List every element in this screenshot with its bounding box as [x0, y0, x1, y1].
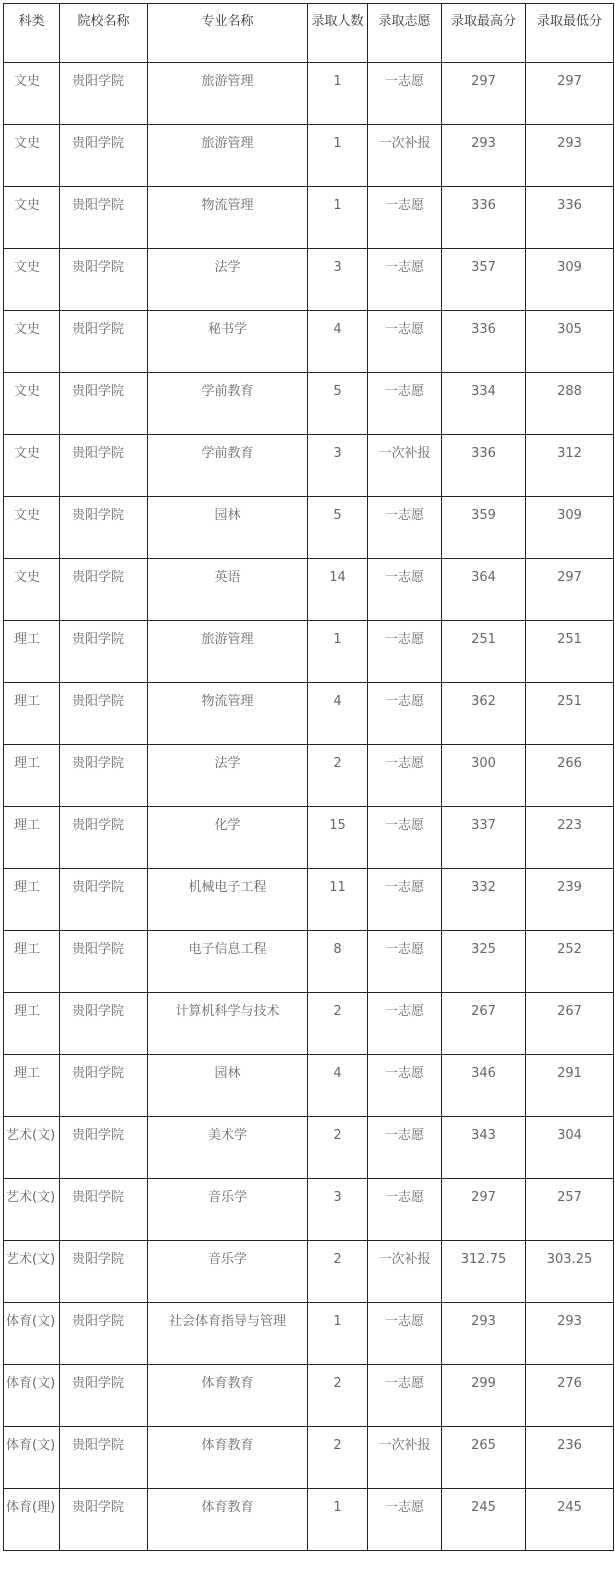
cell-school: 贵阳学院: [60, 931, 148, 993]
cell-max-score: 332: [442, 869, 526, 931]
cell-count: 1: [308, 187, 368, 249]
cell-major: 旅游管理: [148, 63, 308, 125]
cell-school: 贵阳学院: [60, 559, 148, 621]
cell-choice: 一志愿: [368, 745, 442, 807]
cell-major: 旅游管理: [148, 621, 308, 683]
table-row: [4, 807, 614, 869]
cell-choice: 一志愿: [368, 807, 442, 869]
cell-max-score: 336: [442, 187, 526, 249]
cell-max-score: 312.75: [442, 1241, 526, 1303]
header-min-score: 录取最低分: [526, 4, 614, 63]
cell-major: 园林: [148, 497, 308, 559]
cell-count: 4: [308, 683, 368, 745]
cell-choice: 一志愿: [368, 1179, 442, 1241]
header-count: 录取人数: [308, 4, 368, 63]
table-row: [4, 1303, 614, 1365]
cell-max-score: 293: [442, 125, 526, 187]
cell-school: 贵阳学院: [60, 1489, 148, 1551]
table-row: [4, 187, 614, 249]
cell-major: 英语: [148, 559, 308, 621]
cell-count: 2: [308, 1365, 368, 1427]
cell-choice: 一志愿: [368, 1303, 442, 1365]
cell-major: 美术学: [148, 1117, 308, 1179]
cell-count: 4: [308, 311, 368, 373]
cell-school: 贵阳学院: [60, 497, 148, 559]
cell-choice: 一志愿: [368, 249, 442, 311]
cell-max-score: 346: [442, 1055, 526, 1117]
cell-max-score: 297: [442, 1179, 526, 1241]
cell-subject: 理工: [4, 683, 60, 745]
table-row: [4, 869, 614, 931]
cell-school: 贵阳学院: [60, 373, 148, 435]
cell-count: 1: [308, 1489, 368, 1551]
cell-subject: 文史: [4, 435, 60, 497]
cell-subject: 文史: [4, 249, 60, 311]
cell-school: 贵阳学院: [60, 311, 148, 373]
cell-major: 秘书学: [148, 311, 308, 373]
cell-subject: 理工: [4, 931, 60, 993]
table-row: [4, 497, 614, 559]
header-choice: 录取志愿: [368, 4, 442, 63]
cell-min-score: 293: [526, 1303, 614, 1365]
cell-subject: 理工: [4, 869, 60, 931]
cell-count: 3: [308, 1179, 368, 1241]
table-row: [4, 745, 614, 807]
cell-choice: 一志愿: [368, 187, 442, 249]
cell-count: 3: [308, 249, 368, 311]
table-row: [4, 621, 614, 683]
cell-subject: 理工: [4, 621, 60, 683]
cell-min-score: 309: [526, 249, 614, 311]
cell-choice: 一志愿: [368, 497, 442, 559]
table-row: [4, 435, 614, 497]
admission-table: [3, 3, 614, 1551]
cell-choice: 一志愿: [368, 1489, 442, 1551]
table-row: [4, 1179, 614, 1241]
cell-school: 贵阳学院: [60, 1365, 148, 1427]
cell-min-score: 304: [526, 1117, 614, 1179]
cell-count: 11: [308, 869, 368, 931]
cell-count: 3: [308, 435, 368, 497]
cell-choice: 一志愿: [368, 683, 442, 745]
cell-count: 5: [308, 497, 368, 559]
cell-choice: 一志愿: [368, 63, 442, 125]
cell-min-score: 309: [526, 497, 614, 559]
cell-choice: 一次补报: [368, 1241, 442, 1303]
header-row: [4, 4, 614, 63]
cell-min-score: 236: [526, 1427, 614, 1489]
cell-school: 贵阳学院: [60, 807, 148, 869]
cell-choice: 一志愿: [368, 373, 442, 435]
cell-major: 园林: [148, 1055, 308, 1117]
cell-subject: 文史: [4, 559, 60, 621]
cell-count: 4: [308, 1055, 368, 1117]
cell-major: 计算机科学与技术: [148, 993, 308, 1055]
cell-major: 旅游管理: [148, 125, 308, 187]
cell-subject: 文史: [4, 63, 60, 125]
cell-subject: 文史: [4, 311, 60, 373]
cell-major: 音乐学: [148, 1179, 308, 1241]
cell-min-score: 312: [526, 435, 614, 497]
cell-choice: 一次补报: [368, 435, 442, 497]
table-row: [4, 1365, 614, 1427]
cell-major: 法学: [148, 745, 308, 807]
cell-max-score: 325: [442, 931, 526, 993]
cell-count: 1: [308, 621, 368, 683]
table-row: [4, 683, 614, 745]
cell-max-score: 364: [442, 559, 526, 621]
cell-min-score: 288: [526, 373, 614, 435]
cell-subject: 文史: [4, 497, 60, 559]
cell-school: 贵阳学院: [60, 1427, 148, 1489]
cell-subject: 体育(文): [4, 1365, 60, 1427]
cell-choice: 一志愿: [368, 1365, 442, 1427]
cell-major: 体育教育: [148, 1489, 308, 1551]
table-row: [4, 311, 614, 373]
cell-max-score: 357: [442, 249, 526, 311]
cell-choice: 一志愿: [368, 621, 442, 683]
cell-min-score: 291: [526, 1055, 614, 1117]
cell-major: 学前教育: [148, 435, 308, 497]
cell-min-score: 297: [526, 63, 614, 125]
cell-school: 贵阳学院: [60, 1117, 148, 1179]
cell-max-score: 359: [442, 497, 526, 559]
cell-min-score: 251: [526, 683, 614, 745]
cell-count: 1: [308, 63, 368, 125]
table-body: [4, 63, 614, 1551]
cell-choice: 一志愿: [368, 1117, 442, 1179]
cell-choice: 一志愿: [368, 311, 442, 373]
cell-min-score: 257: [526, 1179, 614, 1241]
cell-school: 贵阳学院: [60, 993, 148, 1055]
cell-school: 贵阳学院: [60, 1241, 148, 1303]
cell-count: 14: [308, 559, 368, 621]
cell-major: 电子信息工程: [148, 931, 308, 993]
cell-count: 15: [308, 807, 368, 869]
cell-max-score: 265: [442, 1427, 526, 1489]
cell-max-score: 343: [442, 1117, 526, 1179]
cell-major: 机械电子工程: [148, 869, 308, 931]
cell-subject: 体育(理): [4, 1489, 60, 1551]
cell-min-score: 251: [526, 621, 614, 683]
cell-min-score: 276: [526, 1365, 614, 1427]
cell-subject: 文史: [4, 373, 60, 435]
cell-count: 1: [308, 125, 368, 187]
table-row: [4, 1117, 614, 1179]
table-row: [4, 1427, 614, 1489]
cell-max-score: 297: [442, 63, 526, 125]
cell-subject: 理工: [4, 745, 60, 807]
cell-subject: 文史: [4, 187, 60, 249]
cell-school: 贵阳学院: [60, 125, 148, 187]
cell-school: 贵阳学院: [60, 869, 148, 931]
cell-school: 贵阳学院: [60, 745, 148, 807]
cell-choice: 一志愿: [368, 559, 442, 621]
cell-count: 8: [308, 931, 368, 993]
cell-major: 化学: [148, 807, 308, 869]
table-row: [4, 1241, 614, 1303]
cell-subject: 体育(文): [4, 1427, 60, 1489]
table-row: [4, 1489, 614, 1551]
cell-major: 法学: [148, 249, 308, 311]
cell-count: 1: [308, 1303, 368, 1365]
cell-major: 体育教育: [148, 1427, 308, 1489]
cell-school: 贵阳学院: [60, 1303, 148, 1365]
cell-school: 贵阳学院: [60, 435, 148, 497]
cell-school: 贵阳学院: [60, 249, 148, 311]
cell-subject: 艺术(文): [4, 1117, 60, 1179]
cell-school: 贵阳学院: [60, 63, 148, 125]
cell-count: 2: [308, 745, 368, 807]
cell-subject: 文史: [4, 125, 60, 187]
cell-max-score: 267: [442, 993, 526, 1055]
cell-school: 贵阳学院: [60, 1055, 148, 1117]
cell-min-score: 223: [526, 807, 614, 869]
cell-min-score: 266: [526, 745, 614, 807]
table-row: [4, 63, 614, 125]
cell-major: 物流管理: [148, 187, 308, 249]
table-row: [4, 125, 614, 187]
cell-max-score: 362: [442, 683, 526, 745]
cell-choice: 一志愿: [368, 931, 442, 993]
cell-max-score: 293: [442, 1303, 526, 1365]
cell-subject: 理工: [4, 807, 60, 869]
cell-choice: 一志愿: [368, 1055, 442, 1117]
cell-choice: 一志愿: [368, 993, 442, 1055]
cell-major: 物流管理: [148, 683, 308, 745]
cell-count: 2: [308, 993, 368, 1055]
cell-school: 贵阳学院: [60, 621, 148, 683]
cell-min-score: 293: [526, 125, 614, 187]
cell-school: 贵阳学院: [60, 683, 148, 745]
cell-choice: 一次补报: [368, 1427, 442, 1489]
cell-max-score: 245: [442, 1489, 526, 1551]
cell-count: 5: [308, 373, 368, 435]
cell-min-score: 245: [526, 1489, 614, 1551]
cell-major: 体育教育: [148, 1365, 308, 1427]
cell-min-score: 336: [526, 187, 614, 249]
cell-min-score: 297: [526, 559, 614, 621]
header-max-score: 录取最高分: [442, 4, 526, 63]
cell-min-score: 239: [526, 869, 614, 931]
cell-min-score: 305: [526, 311, 614, 373]
header-subject: 科类: [4, 4, 60, 63]
cell-major: 音乐学: [148, 1241, 308, 1303]
cell-subject: 理工: [4, 1055, 60, 1117]
table-row: [4, 931, 614, 993]
table-row: [4, 559, 614, 621]
cell-major: 社会体育指导与管理: [148, 1303, 308, 1365]
cell-major: 学前教育: [148, 373, 308, 435]
table-row: [4, 1055, 614, 1117]
table-row: [4, 993, 614, 1055]
cell-subject: 艺术(文): [4, 1241, 60, 1303]
cell-subject: 体育(文): [4, 1303, 60, 1365]
cell-min-score: 303.25: [526, 1241, 614, 1303]
cell-max-score: 299: [442, 1365, 526, 1427]
cell-max-score: 337: [442, 807, 526, 869]
cell-count: 2: [308, 1427, 368, 1489]
cell-count: 2: [308, 1117, 368, 1179]
cell-subject: 艺术(文): [4, 1179, 60, 1241]
cell-min-score: 267: [526, 993, 614, 1055]
cell-subject: 理工: [4, 993, 60, 1055]
cell-min-score: 252: [526, 931, 614, 993]
cell-max-score: 334: [442, 373, 526, 435]
cell-school: 贵阳学院: [60, 187, 148, 249]
cell-choice: 一志愿: [368, 869, 442, 931]
cell-max-score: 336: [442, 311, 526, 373]
header-school: 院校名称: [60, 4, 148, 63]
cell-max-score: 336: [442, 435, 526, 497]
header-major: 专业名称: [148, 4, 308, 63]
cell-choice: 一次补报: [368, 125, 442, 187]
cell-max-score: 300: [442, 745, 526, 807]
table-row: [4, 373, 614, 435]
cell-count: 2: [308, 1241, 368, 1303]
table-row: [4, 249, 614, 311]
cell-max-score: 251: [442, 621, 526, 683]
cell-school: 贵阳学院: [60, 1179, 148, 1241]
